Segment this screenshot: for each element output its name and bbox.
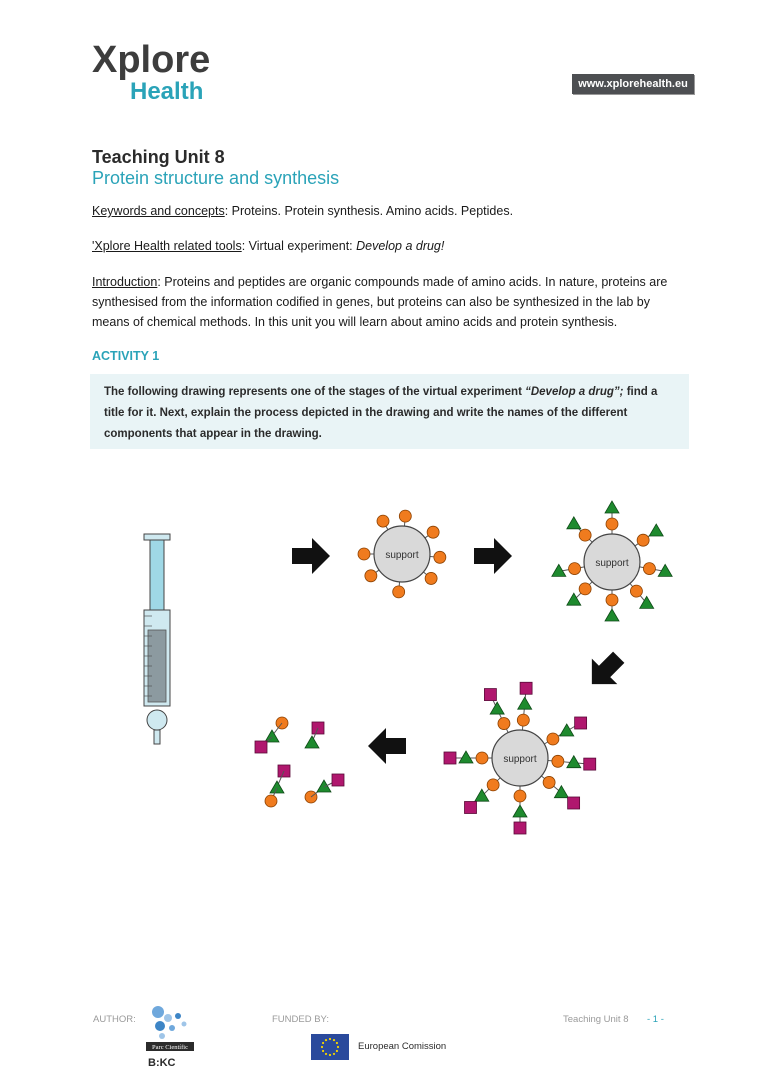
tools-text: : Virtual experiment: bbox=[241, 239, 357, 253]
amino-acid-circle bbox=[517, 714, 529, 726]
svg-text:B:KC: B:KC bbox=[148, 1057, 176, 1069]
eu-star bbox=[337, 1046, 339, 1048]
amino-acid-circle bbox=[476, 752, 488, 764]
amino-acid-triangle bbox=[513, 805, 527, 817]
amino-acid-circle bbox=[606, 594, 618, 606]
process-arrow bbox=[474, 538, 512, 574]
amino-acid-circle bbox=[547, 733, 559, 745]
eu-star bbox=[329, 1054, 331, 1056]
amino-acid-circle bbox=[393, 586, 405, 598]
amino-acid-square bbox=[444, 752, 456, 764]
amino-acid-circle bbox=[579, 583, 591, 595]
eu-star bbox=[325, 1039, 327, 1041]
keywords-paragraph bbox=[92, 201, 682, 221]
amino-acid-circle bbox=[498, 718, 510, 730]
amino-acid-square bbox=[568, 797, 580, 809]
amino-acid-square bbox=[575, 717, 587, 729]
amino-acid-triangle bbox=[567, 517, 581, 529]
amino-acid-square bbox=[584, 758, 596, 770]
diagram-layer bbox=[144, 501, 672, 834]
amino-acid-circle bbox=[569, 563, 581, 575]
amino-acid-circle bbox=[487, 779, 499, 791]
amino-acid-triangle bbox=[490, 702, 504, 714]
amino-acid-circle bbox=[637, 534, 649, 546]
amino-acid-square bbox=[465, 801, 477, 813]
introduction-paragraph bbox=[92, 272, 682, 332]
funded-by-label: FUNDED BY: bbox=[272, 1014, 330, 1025]
eu-star bbox=[325, 1053, 327, 1055]
page-title: Teaching Unit 8 bbox=[92, 147, 225, 167]
introduction-text: : Proteins and peptides are organic compounds made of amino acids. In nature, proteins are synthesised from the information codified in genes, but proteins can also be synthesized in the lab by means of chemical methods. In this unit you will learn about amino acids and protein synthesis. bbox=[92, 275, 668, 329]
svg-text:Parc Científic: Parc Científic bbox=[152, 1044, 188, 1051]
keywords-label: Keywords and concepts bbox=[92, 204, 225, 218]
syringe-plunger bbox=[150, 540, 164, 610]
amino-acid-circle bbox=[606, 518, 618, 530]
synthesis-diagram bbox=[130, 490, 690, 850]
support-label: support bbox=[503, 754, 537, 765]
amino-acid-triangle bbox=[605, 609, 619, 621]
activity-text-emphasis: “Develop a drug”; bbox=[525, 386, 624, 398]
process-arrow bbox=[292, 538, 330, 574]
support-label: support bbox=[385, 550, 419, 561]
eu-star bbox=[336, 1042, 338, 1044]
eu-star bbox=[322, 1042, 324, 1044]
activity-text-after: find a title for it. Next, explain the process depicted in the drawing and write the names of the different components that appear in the drawing. bbox=[104, 386, 658, 440]
keywords-text: : Proteins. Protein synthesis. Amino acids. Peptides. bbox=[224, 204, 514, 218]
activity-text-before: The following drawing represents one of the stages of the virtual experiment bbox=[104, 386, 526, 398]
amino-acid-circle bbox=[552, 755, 564, 767]
amino-acid-circle bbox=[643, 563, 655, 575]
tools-paragraph bbox=[92, 236, 682, 256]
amino-acid-circle bbox=[377, 515, 389, 527]
syringe-valve bbox=[147, 710, 167, 730]
eu-star bbox=[333, 1053, 335, 1055]
amino-acid-square bbox=[520, 682, 532, 694]
eu-star bbox=[321, 1046, 323, 1048]
amino-acid-triangle bbox=[459, 751, 473, 763]
logo-dot bbox=[159, 1033, 165, 1039]
tools-label: 'Xplore Health related tools bbox=[92, 239, 242, 253]
amino-acid-circle bbox=[543, 776, 555, 788]
amino-acid-triangle bbox=[305, 736, 319, 748]
parc-cientific-logo bbox=[146, 1004, 196, 1070]
logo-dot bbox=[155, 1021, 165, 1031]
logo-dot bbox=[169, 1025, 175, 1031]
amino-acid-triangle bbox=[317, 780, 331, 792]
eu-star bbox=[336, 1050, 338, 1052]
funder-name: European Comission bbox=[358, 1041, 447, 1052]
author-label: AUTHOR: bbox=[93, 1014, 136, 1025]
page-number: - 1 - bbox=[647, 1014, 664, 1025]
amino-acid-triangle bbox=[560, 724, 574, 736]
amino-acid-triangle bbox=[567, 756, 581, 768]
amino-acid-triangle bbox=[605, 501, 619, 513]
logo-dot bbox=[175, 1013, 181, 1019]
eu-star bbox=[333, 1039, 335, 1041]
amino-acid-square bbox=[484, 689, 496, 701]
amino-acid-triangle bbox=[554, 786, 568, 798]
xplore-health-logo bbox=[92, 36, 237, 106]
activity-text bbox=[104, 382, 679, 445]
amino-acid-circle bbox=[630, 585, 642, 597]
page-subtitle: Protein structure and synthesis bbox=[92, 168, 340, 188]
logo-x: Xplore bbox=[92, 39, 211, 81]
amino-acid-circle bbox=[399, 510, 411, 522]
logo-dot bbox=[164, 1014, 172, 1022]
amino-acid-circle bbox=[358, 548, 370, 560]
syringe-top bbox=[144, 534, 170, 540]
website-badge[interactable]: www.xplorehealth.eu bbox=[572, 74, 694, 94]
amino-acid-circle bbox=[579, 529, 591, 541]
amino-acid-circle bbox=[365, 570, 377, 582]
amino-acid-square bbox=[332, 774, 344, 786]
introduction-label: Introduction bbox=[92, 275, 158, 289]
amino-acid-square bbox=[255, 741, 267, 753]
syringe-tip bbox=[154, 730, 160, 744]
eu-star bbox=[329, 1038, 331, 1040]
amino-acid-triangle bbox=[270, 781, 284, 793]
amino-acid-square bbox=[514, 822, 526, 834]
eu-star bbox=[322, 1050, 324, 1052]
tools-emphasis: Develop a drug! bbox=[356, 239, 445, 253]
amino-acid-triangle bbox=[649, 524, 663, 536]
amino-acid-circle bbox=[427, 526, 439, 538]
eu-flag-icon bbox=[311, 1034, 349, 1060]
amino-acid-circle bbox=[434, 551, 446, 563]
amino-acid-triangle bbox=[518, 697, 532, 709]
logo-health: Health bbox=[130, 78, 204, 105]
logo-dot bbox=[182, 1022, 187, 1027]
amino-acid-circle bbox=[425, 572, 437, 584]
process-arrow bbox=[368, 728, 406, 764]
activity-heading: ACTIVITY 1 bbox=[92, 349, 160, 363]
amino-acid-circle bbox=[265, 795, 277, 807]
logo-dot bbox=[152, 1006, 164, 1018]
process-arrow bbox=[579, 645, 631, 697]
amino-acid-triangle bbox=[265, 730, 279, 742]
footer-unit: Teaching Unit 8 bbox=[563, 1014, 629, 1025]
amino-acid-circle bbox=[514, 790, 526, 802]
support-label: support bbox=[595, 558, 629, 569]
